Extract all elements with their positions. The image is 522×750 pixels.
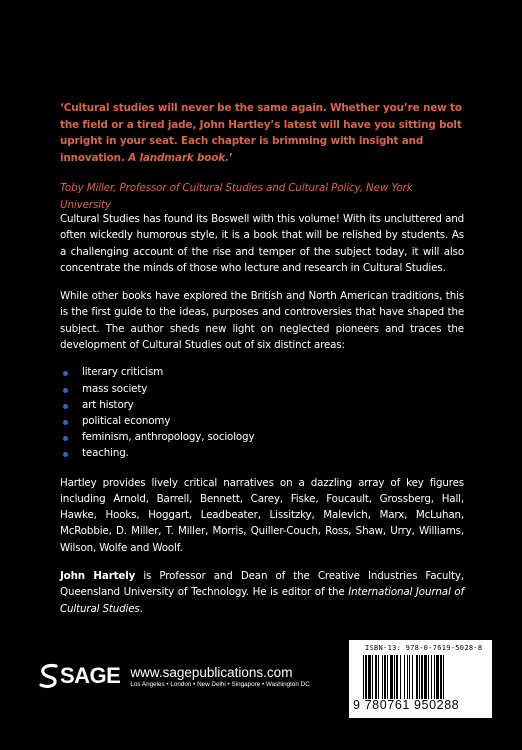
barcode-bar <box>424 655 427 699</box>
sage-swoosh-icon <box>38 663 60 689</box>
quote-text: ‘Cultural studies will never be the same again. Whether you’re new to the field or a tired jade, John Hartley’s latest will have you sitting bolt upright in your seat. Each chapter is brimming with insight and innovation. A landmark book.’ <box>60 102 462 164</box>
barcode-bar <box>412 655 413 699</box>
list-item: art history <box>60 397 464 413</box>
publisher-info <box>130 665 309 688</box>
blurb-paragraph-2: While other books have explored the British and North American traditions, this is the first guide to the ideas, purposes and controversies that have shaped the subject. The author sheds new light on neglected pioneers and traces the development of Cultural Studies out of six distinct areas: <box>60 290 464 352</box>
barcode-bar <box>372 655 373 699</box>
barcode-bar <box>400 655 401 699</box>
barcode-bar <box>436 655 439 699</box>
publisher-block <box>38 663 310 689</box>
list-item: mass society <box>60 381 464 397</box>
author-bio: John Hartely is Professor and Dean of the Creative Industries Faculty, Queensland University of Technology. He is editor of the International Journal of Cultural Studies. <box>60 570 464 615</box>
barcode-panel <box>349 640 492 718</box>
areas-list <box>60 364 464 461</box>
blurb <box>60 211 464 628</box>
barcode-bar <box>363 655 364 699</box>
author-name: John Hartely <box>60 570 136 583</box>
publisher-url: www.sagepublications.com <box>130 664 293 680</box>
endorsement-quote <box>60 100 464 213</box>
barcode-bar <box>387 655 388 699</box>
barcode-bar <box>368 655 371 699</box>
barcode-bar <box>416 655 418 699</box>
barcode-bar <box>419 655 420 699</box>
barcode-bar <box>394 655 395 699</box>
sage-logo <box>38 663 120 689</box>
barcode-bars <box>363 655 481 699</box>
isbn-label: ISBN-13: 978-0-7619-5028-8 <box>365 644 483 652</box>
list-item: teaching. <box>60 445 464 461</box>
barcode-bar <box>378 655 379 699</box>
barcode-bar <box>404 655 405 699</box>
barcode-bar <box>428 655 429 699</box>
barcode-bar <box>407 655 408 699</box>
barcode-bar <box>421 655 423 699</box>
barcode-bar <box>409 655 410 699</box>
barcode-bar <box>375 655 377 699</box>
barcode-bar <box>382 655 383 699</box>
journal-title: International Journal of Cultural Studies <box>60 586 464 615</box>
quote-emphasis: A landmark book. <box>128 151 229 164</box>
barcode-bar <box>384 655 386 699</box>
list-item: literary criticism <box>60 364 464 380</box>
sage-logo-text: SAGE <box>60 663 121 688</box>
barcode-bar <box>434 655 435 699</box>
blurb-paragraph-3: Hartley provides lively critical narratives on a dazzling array of key figures including Arnold, Barrell, Bennett, Carey, Fiske, Foucault, Grossberg, Hall, Hawke, Hooks, Hoggart, Leadbeater, Lissitzky, Malevich, Marx, McLuhan, McRobbie, D. Miller, T. Miller, Morris, Quiller-Couch, Ross, Shaw, Urry, Williams, Wilson, Wolfe and Woolf. <box>60 476 464 554</box>
barcode-bar <box>443 655 444 699</box>
list-item: political economy <box>60 413 464 429</box>
quote-attribution: Toby Miller, Professor of Cultural Studies and Cultural Policy, New York University <box>60 182 413 211</box>
publisher-cities: Los Angeles • London • New Delhi • Singapore • Washington DC <box>130 680 310 688</box>
barcode-bar <box>396 655 398 699</box>
blurb-paragraph-1: Cultural Studies has found its Boswell with this volume! With its uncluttered and often wickedly humorous style, it is a book that will be relished by students. As a challenging account of the rise and temper of the subject today, it will also concentrate the minds of those who lecture and research in Cultural Studies. <box>60 213 464 274</box>
barcode-bar <box>431 655 432 699</box>
list-item: feminism, anthropology, sociology <box>60 429 464 445</box>
barcode-bar <box>390 655 393 699</box>
barcode-bar <box>440 655 442 699</box>
barcode-digits: 9 780761 950288 <box>353 698 460 712</box>
barcode-bar <box>365 655 367 699</box>
